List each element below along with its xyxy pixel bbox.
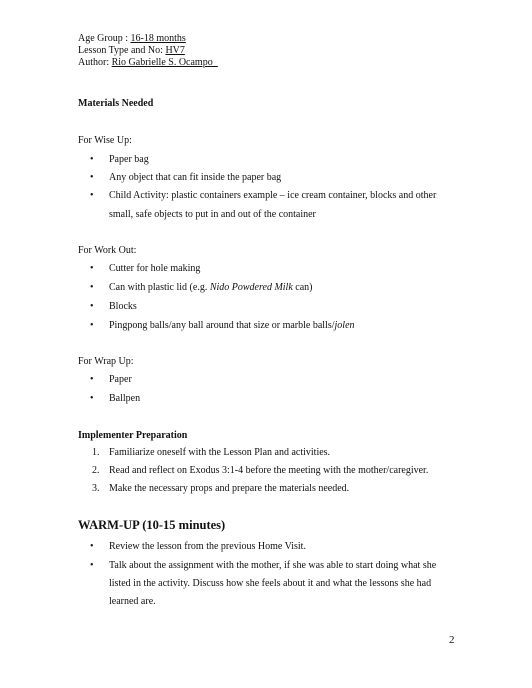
bullet-icon: • xyxy=(90,282,94,293)
wrap-up-label: For Wrap Up: xyxy=(78,356,134,367)
bullet-icon: • xyxy=(90,393,94,404)
wise-up-label: For Wise Up: xyxy=(78,135,132,146)
bullet-icon: • xyxy=(90,541,94,552)
bullet-icon: • xyxy=(90,320,94,331)
list-item-continuation: learned are. xyxy=(109,596,156,607)
bullet-icon: • xyxy=(90,263,94,274)
warmup-heading: WARM-UP (10-15 minutes) xyxy=(78,518,226,532)
author-label: Author: xyxy=(78,57,112,68)
lesson-line xyxy=(78,45,185,56)
work-out-label: For Work Out: xyxy=(78,245,137,256)
list-item-continuation: small, safe objects to put in and out of the container xyxy=(109,209,316,220)
age-group-label: Age Group : xyxy=(78,33,131,44)
age-group-value: 16-18 months xyxy=(130,33,186,44)
bullet-icon: • xyxy=(90,560,94,571)
author-line xyxy=(78,57,218,68)
bullet-icon: • xyxy=(90,154,94,165)
document-page: Age Group : 16-18 months Lesson Type and No: HV7 Author: Rio Gabrielle S. Ocampo_ Materials Needed For Wise Up: • Paper bag • Any object that can fit inside the paper bag • Child Activity: plastic containers example – ice cream container, blocks and other small, safe objects to put in and out of the container For Work Out: • Cutter for hole making • Can with plastic lid (e.g. Nido Powdered Milk can) • Blocks • Pingpong balls/any ball around that size or marble balls/jolen For Wrap Up: • Paper • Ballpen Implementer Preparation 1. Familiarize oneself with the Lesson Plan and activities. 2. Read and reflect on Exodus 3:1-4 before the meeting with the mother/caregiver. 3. Make the necessary props and prepare the materials needed. WARM-UP (10-15 minutes) • Review the lesson from the previous Home Visit. • Talk about the assignment with the mother, if she was able to start doing what she listed in the activity. Discuss how she feels about it and what the lessons she had learned are. 2 xyxy=(78,33,455,646)
bullet-icon: • xyxy=(90,374,94,385)
lesson-value: HV7 xyxy=(165,45,185,56)
author-value: Rio Gabrielle S. Ocampo_ xyxy=(111,57,218,68)
materials-heading: Materials Needed xyxy=(78,98,154,109)
list-item-continuation: listed in the activity. Discuss how she feels about it and what the lessons she had xyxy=(109,578,432,589)
age-group-line xyxy=(78,33,186,44)
bullet-icon: • xyxy=(90,301,94,312)
page-number: 2 xyxy=(449,634,455,646)
bullet-icon: • xyxy=(90,190,94,201)
lesson-label: Lesson Type and No: xyxy=(78,45,166,56)
implementer-heading: Implementer Preparation xyxy=(78,430,188,441)
bullet-icon: • xyxy=(90,172,94,183)
